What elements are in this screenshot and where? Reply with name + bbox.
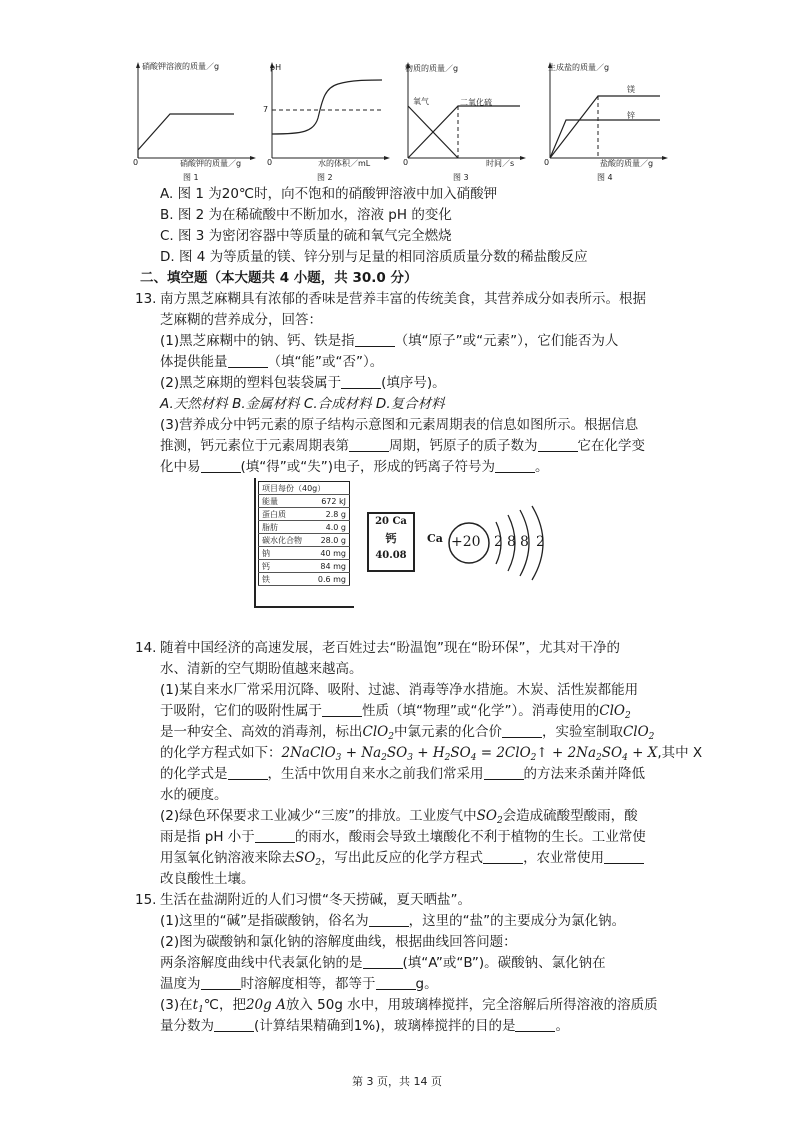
q14-line2: 水、清新的空气期盼值越来越高。	[160, 661, 363, 677]
element-card	[367, 512, 415, 572]
eq-part: = 2ClO	[476, 745, 531, 761]
q15-line7	[160, 1016, 569, 1036]
q15-l7c: 。	[555, 1018, 569, 1034]
fig3-caption: 图 3	[453, 173, 469, 182]
formula-sub: 2	[648, 732, 655, 742]
q14-l6s: ,其中 X	[657, 745, 703, 761]
eq-sub: 3	[335, 753, 342, 763]
eq-sub: 2	[530, 753, 537, 763]
q15-blank-5[interactable]	[214, 1017, 254, 1032]
q13-line8	[160, 436, 645, 456]
fig2-ylabel: pH	[270, 63, 282, 72]
q15-line4	[160, 953, 606, 973]
fig1-ylabel: 硝酸钾溶液的质量／g	[142, 62, 220, 71]
q14-l7b: ，生活中饮用自来水之前我们常采用	[267, 766, 484, 782]
q14-blank-5[interactable]	[255, 828, 295, 843]
nutrient-name: 钠	[259, 547, 311, 560]
q13-line3	[160, 331, 618, 351]
q13-line2: 芝麻糊的营养成分，回答：	[160, 312, 322, 328]
fig2-caption: 图 2	[317, 173, 333, 182]
option-b: B. 图 2 为在稀硫酸中不断加水，溶液 pH 的变化	[160, 207, 452, 223]
q14-l5a: 是一种安全、高效的消毒剂，标出	[160, 724, 363, 740]
curve-mg	[550, 96, 660, 158]
q15-number: 15.	[135, 892, 157, 908]
q15-blank-1[interactable]	[369, 912, 409, 927]
q13-line5	[160, 373, 446, 393]
q13-l8a: 推测，钙元素位于元素周期表第	[160, 438, 349, 454]
q13-blank-2[interactable]	[228, 353, 268, 368]
q14-blank-2[interactable]	[502, 723, 542, 738]
q13-blank-3[interactable]	[341, 374, 381, 389]
formula-clo2: ClO	[622, 724, 649, 740]
nutrient-value: 0.6 mg	[311, 573, 350, 586]
q15-l7a: 量分数为	[160, 1018, 214, 1034]
eq-sub: 2	[444, 753, 451, 763]
curve-so2	[408, 106, 520, 158]
eq-part: + X	[627, 745, 658, 761]
q13-blank-7[interactable]	[495, 458, 535, 473]
eq-part: SO	[450, 745, 471, 761]
nutrient-name: 碳水化合物	[259, 534, 311, 547]
q15-blank-4[interactable]	[376, 975, 416, 990]
fig3-label-so2: 二氧化硫	[460, 98, 492, 107]
q13-line7: (3)营养成分中钙元素的原子结构示意图和元素周期表的信息如图所示。根据信息	[160, 417, 639, 433]
fig2-xlabel: 水的体积／mL	[318, 159, 371, 168]
q15-l4a: 两条溶解度曲线中代表氯化钠的是	[160, 955, 363, 971]
table-row	[259, 560, 350, 573]
eq-sub: 2	[381, 753, 387, 763]
element-name: 钙	[385, 532, 397, 545]
q13-line4	[160, 352, 383, 372]
q14-l7c: 的方法来杀菌并降低	[523, 766, 645, 782]
q13-l3a: (1)黑芝麻糊中的钠、钙、铁是指	[160, 333, 355, 349]
curve-fig1	[138, 114, 234, 158]
eq-part: SO	[386, 745, 408, 761]
fig4-ylabel: 生成盐的质量／g	[548, 63, 610, 72]
q13-l3b: （填“原子”或“元素”），它们能否为人	[394, 333, 619, 349]
fig1-caption: 图 1	[183, 173, 199, 182]
q15-l4b: (填“A”或“B”)。碳酸钠、氯化钠在	[402, 955, 606, 971]
q13-l9c: 。	[535, 459, 549, 475]
nutrition-table	[258, 481, 350, 586]
q13-l5a: (2)黑芝麻期的塑料包装袋属于	[160, 375, 342, 391]
eq-part: SO	[601, 745, 623, 761]
formula-so2: SO	[295, 850, 316, 866]
q14-l9d: 会造成硫酸型酸雨，酸	[502, 808, 638, 824]
option-d: D. 图 4 为等质量的镁、锌分别与足量的相同溶质质量分数的稀盐酸反应	[160, 249, 588, 265]
eq-part: 2NaClO	[281, 745, 336, 761]
q15-l6a: (3)在	[160, 997, 193, 1013]
formula-clo2: ClO	[362, 724, 389, 740]
q15-blank-6[interactable]	[515, 1017, 555, 1032]
q14-blank-7[interactable]	[604, 849, 644, 864]
q13-line1: 南方黑芝麻糊具有浓郁的香味是营养丰富的传统美食，其营养成分如表所示。根据	[160, 291, 646, 307]
q13-blank-6[interactable]	[201, 458, 241, 473]
q15-blank-2[interactable]	[363, 954, 403, 969]
q15-l5c: g。	[415, 976, 438, 992]
shell-3-count: 8	[520, 534, 529, 550]
table-row	[259, 495, 350, 508]
q14-line12: 改良酸性土壤。	[160, 871, 255, 887]
eq-sub: 4	[622, 753, 628, 763]
option-a: A. 图 1 为20℃时，向不饱和的硝酸钾溶液中加入硝酸钾	[160, 186, 498, 202]
q15-l7b: (计算结果精确到1%)，玻璃棒搅拌的目的是	[254, 1018, 516, 1034]
element-mass: 40.08	[375, 550, 407, 561]
eq-part: + Na	[341, 745, 382, 761]
q14-l5e: ，实验室制取	[541, 724, 623, 740]
q14-line8: 水的硬度。	[160, 787, 228, 803]
fig1-origin: 0	[133, 158, 139, 167]
section-title: 二、填空题（本大题共 4 小题，共 30.0 分）	[140, 270, 418, 286]
q13-l4a: 体提供能量	[160, 354, 228, 370]
fig4-xlabel: 盐酸的质量／g	[600, 159, 654, 168]
nutrient-value: 40 mg	[311, 547, 350, 560]
formula-sub: 2	[315, 858, 322, 868]
q15-blank-3[interactable]	[201, 975, 241, 990]
q14-blank-1[interactable]	[322, 702, 362, 717]
table-row	[259, 534, 350, 547]
q15-l5b: 时溶解度相等，都等于	[240, 976, 376, 992]
q14-l4a: 于吸附，它们的吸附性属于	[160, 703, 322, 719]
q14-l10a: 雨是指 pH 小于	[160, 829, 255, 845]
formula-sub: 2	[388, 732, 394, 742]
q13-l9a: 化中易	[160, 459, 201, 475]
q15-line1: 生活在盐湖附近的人们习惯“冬天捞碱，夏天晒盐”。	[160, 892, 471, 908]
fig3-label-oxygen: 氧气	[413, 97, 429, 106]
fig4-label-mg: 镁	[627, 85, 635, 94]
q13-l8b: 周期，钙原子的质子数为	[389, 438, 538, 454]
q15-l2b: ，这里的“盐”的主要成分为氯化钠。	[408, 913, 626, 929]
shell-4-count: 2	[536, 534, 545, 550]
temp-sub: 1	[198, 1005, 204, 1015]
eq-part: + H	[412, 745, 445, 761]
q15-l6d: ℃，把	[203, 997, 246, 1013]
q14-l9a: (2)绿色环保要求工业减少“三废”的排放。工业废气中	[160, 808, 477, 824]
q14-l7a: 的化学式是	[160, 766, 228, 782]
page-footer: 第 3 页，共 14 页	[352, 1075, 442, 1088]
q13-line9	[160, 457, 549, 477]
eq-sub: 3	[407, 753, 413, 763]
q15-line2	[160, 911, 625, 931]
q13-l8c: 它在化学变	[577, 438, 645, 454]
q14-l11e: ，农业常使用	[523, 850, 605, 866]
q13-line6: A.天然材料 B.金属材料 C.合成材料 D.复合材料	[160, 396, 445, 412]
q14-line10	[160, 827, 646, 847]
table-row	[259, 508, 350, 521]
fig3-xlabel: 时间／s	[486, 159, 515, 168]
eq-part: ↑ + 2Na	[536, 745, 597, 761]
fig3-ylabel: 物质的质量／g	[405, 64, 459, 73]
q13-blank-1[interactable]	[355, 332, 395, 347]
mass-a: 20g A	[245, 997, 286, 1013]
nutrient-value: 2.8 g	[311, 508, 350, 521]
q14-number: 14.	[135, 640, 157, 656]
nutrient-value: 4.0 g	[311, 521, 350, 534]
curve-fig2	[272, 80, 382, 134]
atom-symbol: Ca	[427, 532, 443, 545]
q15-l6f: 放入 50g 水中，用玻璃棒搅拌，完全溶解后所得溶液的溶质质	[285, 997, 658, 1013]
formula-sub: 2	[624, 711, 631, 721]
table-row	[259, 573, 350, 586]
formula-clo2: ClO	[599, 703, 625, 719]
q13-blank-4[interactable]	[349, 437, 389, 452]
formula-so2: SO	[476, 808, 497, 824]
q14-l10b: 的雨水，酸雨会导致土壤酸化不利于植物的生长。工业常使	[294, 829, 646, 845]
q14-l11a: 用氢氧化钠溶液来除去	[160, 850, 295, 866]
q15-l5a: 温度为	[160, 976, 201, 992]
nutrient-value: 672 kJ	[311, 495, 350, 508]
nutrient-value: 84 mg	[311, 560, 350, 573]
nucleus-charge: +20	[451, 534, 481, 550]
nutrient-name: 钙	[259, 560, 311, 573]
fig4-label-zn: 锌	[627, 111, 635, 120]
q14-line3: (1)某自来水厂常采用沉降、吸附、过滤、消毒等净水措施。木炭、活性炭都能用	[160, 682, 639, 698]
q13-blank-5[interactable]	[538, 437, 578, 452]
fig3-origin: 0	[403, 158, 409, 167]
q14-l4b: 性质（填“物理”或“化学”）。消毒使用的	[362, 703, 600, 719]
shell-1-count: 2	[494, 534, 503, 550]
fig1-xlabel: 硝酸钾的质量／g	[180, 159, 242, 168]
nutrient-name: 能量	[259, 495, 311, 508]
q14-line7	[160, 764, 645, 784]
q14-l11d: ，写出此反应的化学方程式	[321, 850, 484, 866]
temp-symbol: t	[192, 997, 199, 1013]
q15-l2a: (1)这里的“碱”是指碳酸钠，俗名为	[160, 913, 369, 929]
table-row	[259, 521, 350, 534]
option-c: C. 图 3 为密闭容器中等质量的硫和氧气完全燃烧	[160, 228, 452, 244]
q14-blank-6[interactable]	[483, 849, 523, 864]
q13-l5b: (填序号)。	[381, 375, 446, 391]
q14-blank-4[interactable]	[484, 765, 524, 780]
q15-line3: (2)图为碳酸钠和氯化钠的溶解度曲线，根据曲线回答问题：	[160, 934, 517, 950]
nutrition-header: 项目每份（40g）	[259, 482, 350, 495]
table-row	[259, 547, 350, 560]
q13-l9b: (填“得”或“失”)电子，形成的钙离子符号为	[240, 459, 496, 475]
fig4-caption: 图 4	[597, 173, 613, 182]
curve-zn	[550, 120, 660, 158]
q15-line5	[160, 974, 438, 994]
fig2-ytick: 7	[263, 105, 269, 114]
q13-l4b: （填“能”或“否”）。	[267, 354, 384, 370]
q13-number: 13.	[135, 291, 157, 307]
q14-line1: 随着中国经济的高速发展，老百姓过去“盼温饱”现在“盼环保”，尤其对干净的	[160, 640, 620, 656]
eq-sub: 4	[470, 753, 477, 763]
nutrient-name: 蛋白质	[259, 508, 311, 521]
eq-sub: 2	[596, 753, 602, 763]
nutrient-name: 脂肪	[259, 521, 311, 534]
fig4-origin: 0	[544, 158, 550, 167]
q14-l5d: 中氯元素的化合价	[393, 724, 502, 740]
shell-2-count: 8	[507, 534, 516, 550]
q14-l6a: 的化学方程式如下：	[160, 745, 282, 761]
q14-blank-3[interactable]	[228, 765, 268, 780]
nutrient-value: 28.0 g	[311, 534, 350, 547]
nutrient-name: 铁	[259, 573, 311, 586]
element-number-symbol: 20 Ca	[375, 516, 407, 527]
formula-sub: 2	[496, 816, 503, 826]
fig2-origin: 0	[267, 158, 273, 167]
